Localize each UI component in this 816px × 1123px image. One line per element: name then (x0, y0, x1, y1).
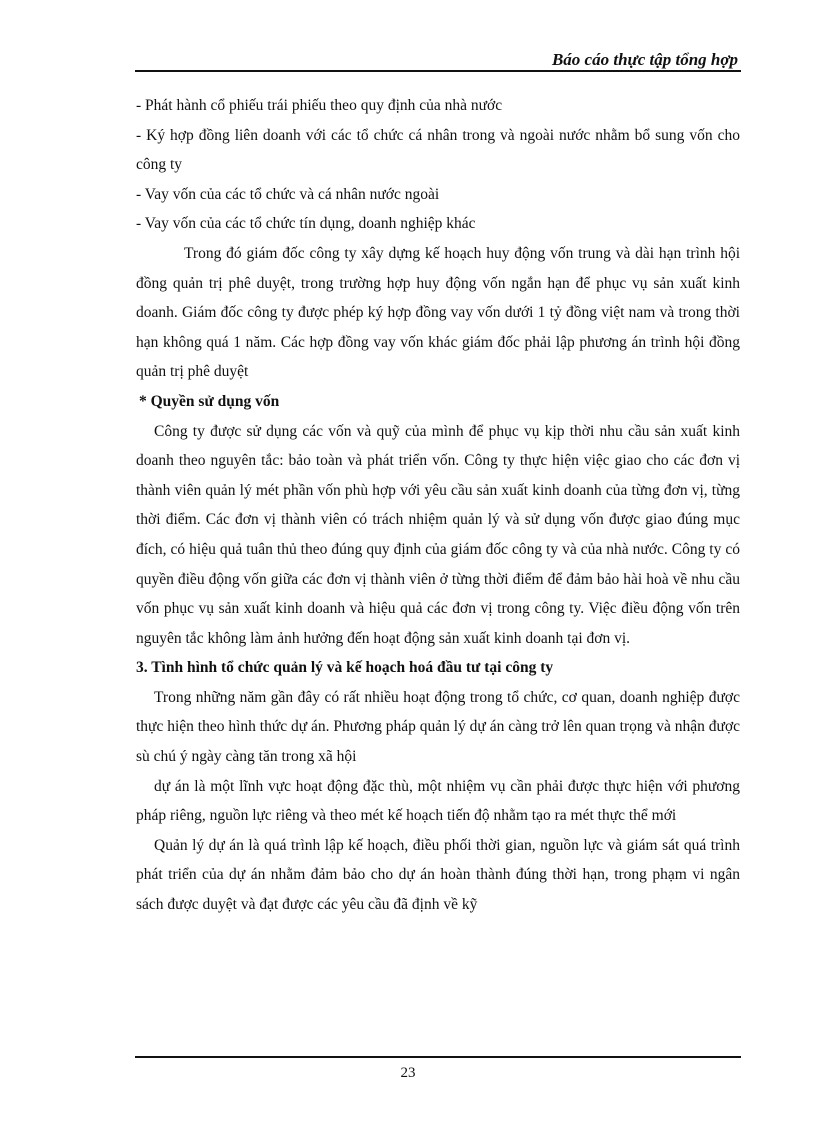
document-body (136, 91, 740, 920)
bullet-item: - Vay vốn của các tổ chức tín dụng, doanh nghiệp khác (136, 215, 476, 233)
footer-divider (135, 1056, 741, 1058)
subheading-capital-usage: * Quyền sử dụng vốn (139, 392, 280, 410)
paragraph-project-intro: Trong những năm gần đây có rất nhiều hoạt động trong tổ chức, cơ quan, doanh nghiệp được thực hiện theo hình thức dự án. Phương pháp quản lý dự án càng trở lên quan trọng và nhận được sù chú ý ngày càng tăn trong xã hội (136, 688, 741, 766)
paragraph-capital-plan: Trong đó giám đốc công ty xây dựng kế hoạch huy động vốn trung và dài hạn trình hội đồng quản trị phê duyệt, trong trường hợp huy động vốn ngắn hạn để phục vụ sản xuất kinh doanh. Giám đốc công ty được phép ký hợp đồng vay vốn dưới 1 tỷ đồng việt nam và trong thời hạn không quá 1 năm. Các hợp đồng vay vốn khác giám đốc phải lập phương án trình hội đồng quản trị phê duyệt (136, 244, 740, 381)
paragraph-capital-usage: Công ty được sử dụng các vốn và quỹ của mình để phục vụ kịp thời nhu cầu sản xuất kinh doanh theo nguyên tắc: bảo toàn và phát triển vốn. Công ty thực hiện việc giao cho các đơn vị thành viên quản lý mét phần vốn phù hợp với yêu cầu sản xuất kinh doanh của từng đơn vị, từng thời điểm. Các đơn vị thành viên có trách nhiệm quản lý và sử dụng vốn được giao đúng mục đích, có hiệu quả tuân thủ theo đúng quy định của giám đốc công ty và của nhà nước. Công ty có quyền điều động vốn giữa các đơn vị thành viên ở từng thời điểm để đảm bảo hài hoà về nhu cầu vốn phục vụ sản xuất kinh doanh và hiệu quả các đơn vị trong công ty. Việc điều động vốn trên nguyên tắc không làm ảnh hưởng đến hoạt động sản xuất kinh doanh tại đơn vị. (136, 422, 740, 647)
bullet-item: - Phát hành cổ phiếu trái phiếu theo quy định của nhà nước (136, 97, 503, 114)
paragraph-project-management: Quản lý dự án là quá trình lập kế hoạch, điều phối thời gian, nguồn lực và giám sát quá trình phát triển của dự án nhằm đảm bảo cho dự án hoàn thành đúng thời hạn, trong phạm vi ngân sách được duyệt và đạt được các yêu cầu đã định về kỹ (136, 836, 740, 914)
bullet-item: - Ký hợp đồng liên doanh với các tổ chức cá nhân trong và ngoài nước nhằm bổ sung vốn cho công ty (136, 126, 740, 174)
bullet-item: - Vay vốn của các tổ chức và cá nhân nước ngoài (136, 185, 440, 203)
paragraph-project-definition: dự án là một lĩnh vực hoạt động đặc thù, một nhiệm vụ cần phải được thực hiện với phương pháp riêng, nguồn lực riêng và theo mét kế hoạch tiến độ nhằm tạo ra mét thực thể mới (136, 777, 740, 825)
header-divider (135, 70, 741, 72)
running-header-title: Báo cáo thực tập tổng hợp (551, 50, 738, 69)
page-number: 23 (400, 1065, 416, 1081)
section-heading-3: 3. Tình hình tổ chức quản lý và kế hoạch hoá đầu tư tại công ty (136, 659, 554, 677)
